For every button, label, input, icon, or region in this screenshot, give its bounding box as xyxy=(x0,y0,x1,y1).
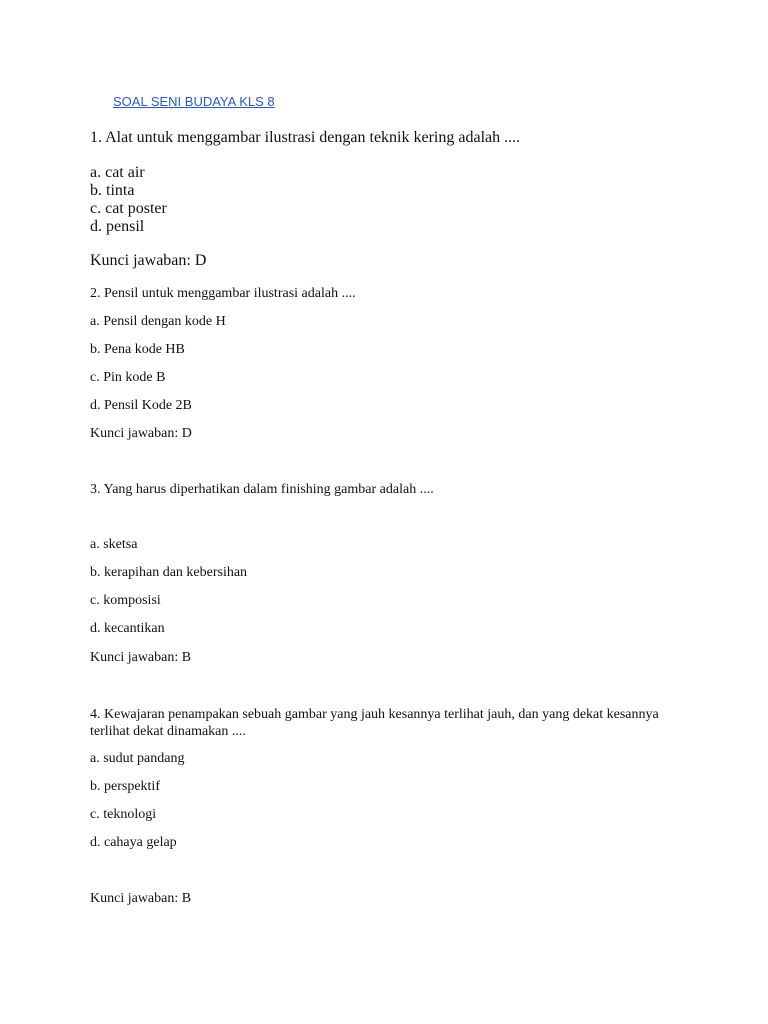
question-4-option-a: a. sudut pandang xyxy=(90,751,185,766)
question-1-option-a: a. cat air xyxy=(90,164,145,181)
question-4-option-c: c. teknologi xyxy=(90,807,157,822)
question-3-answer: Kunci jawaban: B xyxy=(90,650,192,665)
question-4-text: 4. Kewajaran penampakan sebuah gambar yang jauh kesannya terlihat jauh, dan yang dekat kesannya terlihat dekat dinamakan .... xyxy=(90,707,659,739)
question-4-answer: Kunci jawaban: B xyxy=(90,891,192,906)
document-title-link[interactable]: SOAL SENI BUDAYA KLS 8 xyxy=(113,94,275,109)
question-2-answer: Kunci jawaban: D xyxy=(90,426,192,441)
question-2-option-b: b. Pena kode HB xyxy=(90,342,185,357)
question-4-option-b: b. perspektif xyxy=(90,779,160,794)
question-2-option-a: a. Pensil dengan kode H xyxy=(90,314,226,329)
question-1-option-c: c. cat poster xyxy=(90,200,167,217)
question-2-option-d: d. Pensil Kode 2B xyxy=(90,398,192,413)
question-3-option-b: b. kerapihan dan kebersihan xyxy=(90,565,248,580)
question-3-option-d: d. kecantikan xyxy=(90,621,165,636)
question-4-option-d: d. cahaya gelap xyxy=(90,835,177,850)
question-2-text: 2. Pensil untuk menggambar ilustrasi adalah .... xyxy=(90,286,356,301)
question-3-option-c: c. komposisi xyxy=(90,593,161,608)
question-3-text: 3. Yang harus diperhatikan dalam finishing gambar adalah .... xyxy=(90,482,434,497)
question-1-option-d: d. pensil xyxy=(90,218,145,235)
question-1-text: 1. Alat untuk menggambar ilustrasi dengan teknik kering adalah .... xyxy=(90,129,521,146)
question-1-option-b: b. tinta xyxy=(90,182,135,199)
question-2-option-c: c. Pin kode B xyxy=(90,370,166,385)
question-1-answer: Kunci jawaban: D xyxy=(90,252,207,269)
question-3-option-a: a. sketsa xyxy=(90,537,138,552)
